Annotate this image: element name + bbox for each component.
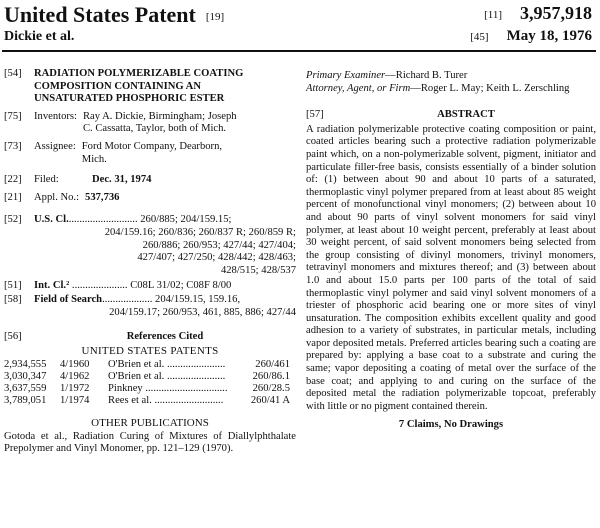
reference-row [4,359,296,371]
appl-field [4,192,296,205]
references-title: References Cited [126,331,204,343]
inventors-code: [75] [4,110,22,122]
reference-class: 260/28.5 [252,383,290,395]
search-line: ................... 204/159.15, 159.16, [102,293,241,305]
us-class-line: 204/159.16; 260/836; 260/837 R; 260/859 R; [104,226,296,238]
attorney-label: Attorney, Agent, or Firm [306,82,411,94]
reference-date: 4/1960 [60,359,90,371]
assignee-value [82,141,296,166]
filed-code: [22] [4,174,22,186]
reference-class: 260/41 A [250,395,290,407]
attorney-name: —Roger L. May; Keith L. Zerschling [410,82,570,94]
assignee-line: Ford Motor Company, Dearborn, [81,140,223,152]
assignee-code: [73] [4,140,22,152]
inventors-value [83,111,296,136]
primary-examiner-label: Primary Examiner [306,70,386,81]
invention-title-line: UNSATURATED PHOSPHORIC ESTER [34,93,225,105]
us-class-label: U.S. Cl. [34,214,69,226]
us-class-code: [52] [4,214,22,226]
references-heading [4,331,296,344]
examiner-block [306,70,596,95]
reference-date: 4/1962 [60,371,90,383]
reference-name: O'Brien et al. ...................... [108,371,226,383]
search-field [4,294,296,319]
invention-title [34,68,296,106]
other-publications-heading: OTHER PUBLICATIONS [91,417,209,430]
us-class-line: 260/886; 260/953; 427/44; 427/404; [142,239,296,251]
reference-row [4,371,296,383]
assignee-line: Mich. [81,153,107,165]
us-class-field [4,214,296,277]
inventors-label: Inventors: [34,110,77,122]
search-code: [58] [4,293,22,305]
assignee-label: Assignee: [34,140,76,152]
inventors-line: C. Cassatta, Taylor, both of Mich. [82,123,227,135]
reference-number: 3,789,051 [4,395,47,407]
search-value [34,294,296,319]
header-divider [2,50,596,52]
patent-date-code: [45] [470,30,489,43]
abstract-code: [57] [306,109,324,121]
reference-number: 3,030,347 [4,371,47,383]
appl-label: Appl. No.: [34,191,80,203]
abstract-text: A radiation polymerizable protective coating composition or paint, coated articles bearing such a protective radiation polymerizable paint which, on a non-polymerizable solvent, pigment, initiator and particulate filler-free basis, consists essentially of a binder solution of: (1) between about 90 and about 10 parts of a saturated, thermoplastic vinyl polymer prepared from at least about 85 weight percent of monofunctional vinyl monomers; (2) between about 10 and about 90 parts of vinyl solvent monomers for said vinyl polymer, at least about 10 weight percent, preferably at least about 30 weight percent, of said solvent monomers being selected from the group consisting of divinyl monomers, trivinyl monomers, tetravinyl monomers and mixtures thereof; and (3) between about 1.0 and about 15.0 parts per 100 parts of the total of said thermoplastic vinyl polymer and said vinyl solvent monomers of a triester of phosphoric acid bearing one or more sites of vinyl unsaturation. The composition exhibits excellent quality and good adhesion to a variety of substrates, in particular metals, including vapor deposited metals. Preferred articles bearing such a coating are prepared by: applying a base coat to a substrate and curing the same; vapor depositing a coating of metal over the surface of the base coat; and applying to and curing on the surface of the deposited metal the radiation polymerizable topcoat, preferably with little or no pigment contained therein. [306,123,596,412]
int-class-field [4,280,296,293]
us-class-line: 428/515; 428/537 [220,264,296,276]
bibliographic-column [4,68,296,456]
patent-header-title [4,2,224,28]
reference-name: O'Brien et al. ...................... [108,359,226,371]
abstract-column [306,70,596,432]
title-field-code: [54] [4,68,22,79]
other-publications-text: Gotoda et al., Radiation Curing of Mixtures of Diallylphthalate Prepolymer and Vinyl Monomer, pp. 121–129 (1970). [4,430,296,455]
abstract-heading [306,109,596,122]
reference-class: 260/461 [255,359,290,371]
reference-name: Rees et al. .......................... [108,395,224,407]
patent-number-code: [11] [484,8,502,21]
filed-value: Dec. 31, 1974 [92,174,152,186]
patent-number-line [484,3,592,24]
us-class-line: 427/407; 427/250; 428/442; 428/463; [137,252,296,264]
filed-label: Filed: [34,174,59,186]
header-authors: Dickie et al. [4,29,75,44]
reference-date: 1/1974 [60,395,90,407]
inventors-field [4,111,296,136]
int-class-text: ..................... C08L 31/02; C08F 8/00 [71,280,232,292]
reference-number: 2,934,555 [4,359,47,371]
search-label: Field of Search [34,293,103,305]
reference-class: 260/86.1 [252,371,290,383]
abstract-title: ABSTRACT [437,109,495,121]
invention-title-line: RADIATION POLYMERIZABLE COATING [34,68,244,79]
us-class-line: .......................... 260/885; 204/159.15; [68,214,232,226]
reference-row [4,395,296,407]
primary-examiner-name: —Richard B. Turer [385,70,468,81]
patent-date-line [470,28,592,45]
patent-date: May 18, 1976 [506,28,592,44]
us-patents-subhead: UNITED STATES PATENTS [81,344,219,357]
title-code: [19] [205,10,225,23]
filed-field [4,174,296,187]
document-title: United States Patent [4,2,196,27]
reference-date: 1/1972 [60,383,90,395]
appl-code: [21] [4,191,22,203]
int-class-label: Int. Cl.² [34,280,70,292]
inventors-line: Ray A. Dickie, Birmingham; Joseph [82,110,237,122]
claims-summary: 7 Claims, No Drawings [398,419,504,431]
us-class-value [34,214,296,277]
title-field [4,68,296,106]
reference-name: Pinkney ............................... [108,383,228,395]
assignee-field [4,141,296,166]
patent-number: 3,957,918 [520,3,592,23]
references-code: [56] [4,331,22,343]
int-class-code: [51] [4,280,22,292]
appl-value: 537,736 [85,191,120,203]
reference-number: 3,637,559 [4,383,47,395]
int-class-value [34,280,296,293]
invention-title-line: COMPOSITION CONTAINING AN [34,80,201,92]
reference-row [4,383,296,395]
search-line: 204/159.17; 260/953, 461, 885, 886; 427/44 [109,306,296,318]
